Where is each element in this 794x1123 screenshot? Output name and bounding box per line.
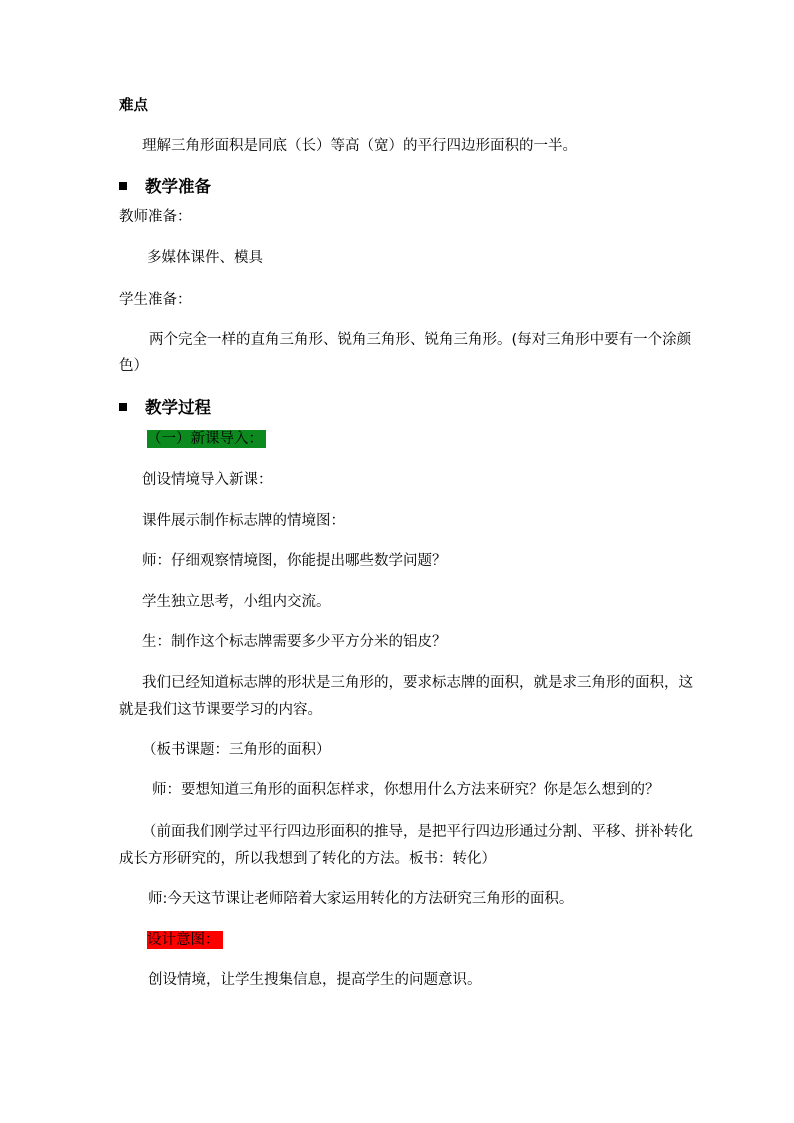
bullet-square-icon [119,182,127,190]
process-line-7: （板书课题：三角形的面积） [142,742,331,758]
difficulty-text: 理解三角形面积是同底（长）等高（宽）的平行四边形面积的一半。 [142,138,577,154]
process-line-10: 师:今天这节课让老师陪着大家运用转化的方法研究三角形的面积。 [148,891,574,907]
student-prep-text-line1: 两个完全一样的直角三角形、锐角三角形、锐角三角形。(每对三角形中要有一个涂颜 [149,332,692,348]
preparation-heading-text: 教学准备 [145,177,211,196]
process-line-6a: 我们已经知道标志牌的形状是三角形的，要求标志牌的面积，就是求三角形的面积，这 [142,675,693,691]
teacher-prep-items: 多媒体课件、模具 [147,250,263,266]
bullet-square-icon [119,403,127,411]
process-line-5: 生：制作这个标志牌需要多少平方分米的铝皮？ [142,634,447,650]
process-line-3: 师：仔细观察情境图，你能提出哪些数学问题？ [142,553,447,569]
design-intent-label: 设计意图： [147,931,223,949]
process-heading [119,397,211,419]
process-line-2: 课件展示制作标志牌的情境图： [142,513,345,529]
process-line-8: 师：要想知道三角形的面积怎样求，你想用什么方法来研究？你是怎么想到的？ [152,782,660,798]
teacher-prep-label: 教师准备： [119,209,192,225]
process-line-4: 学生独立思考，小组内交流。 [142,594,331,610]
preparation-heading [119,176,211,198]
process-line-6b: 就是我们这节课要学习的内容。 [119,702,322,718]
student-prep-label: 学生准备： [119,292,192,308]
process-heading-text: 教学过程 [145,398,211,417]
difficulty-heading: 难点 [119,98,148,114]
student-prep-text-line2: 色） [119,358,148,374]
step-label-new-lesson: （一）新课导入： [147,430,266,448]
process-line-9b: 成长方形研究的，所以我想到了转化的方法。板书：转化） [119,851,496,867]
process-line-1: 创设情境导入新课： [142,472,273,488]
process-line-9a: （前面我们刚学过平行四边形面积的推导，是把平行四边形通过分割、平移、拼补转化 [142,824,693,840]
design-intent-text: 创设情境，让学生搜集信息，提高学生的问题意识。 [148,972,482,988]
